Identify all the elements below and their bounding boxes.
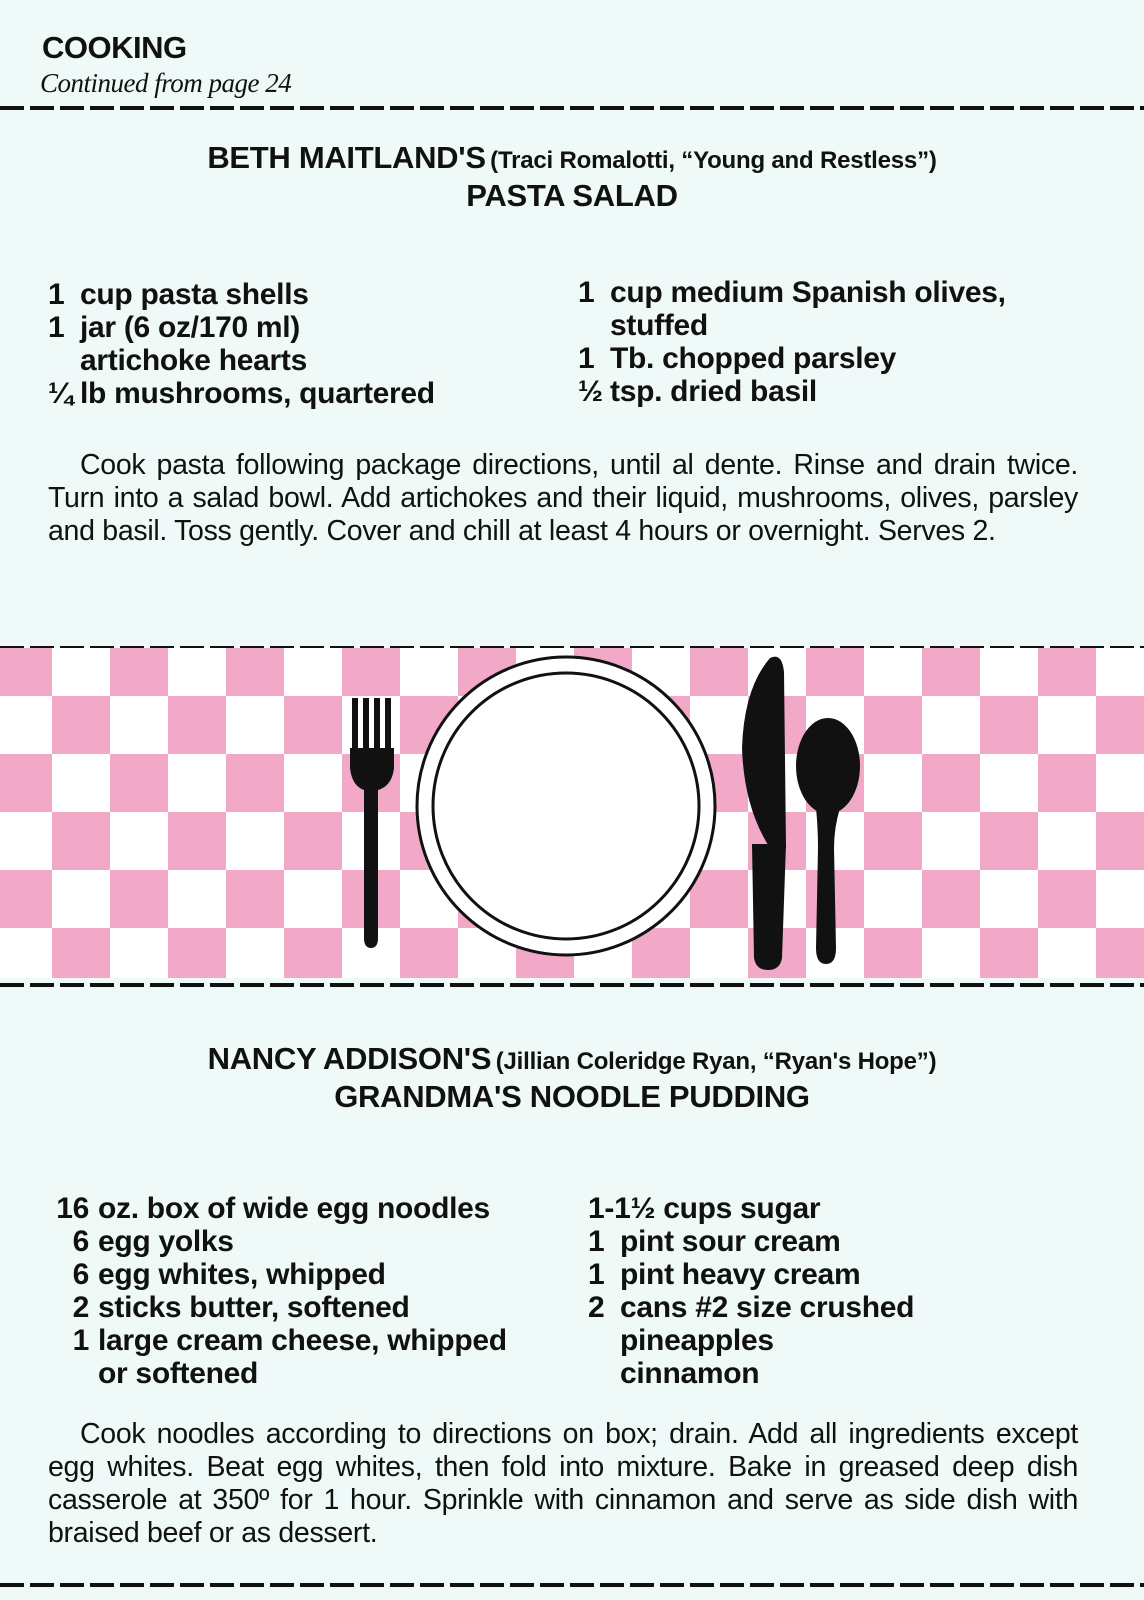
checkered-tablecloth: [0, 648, 1144, 978]
checker-square: [110, 928, 168, 978]
recipe1-heading: [0, 140, 1144, 214]
checker-square: [806, 648, 864, 696]
checker-square: [1038, 870, 1096, 928]
place-setting-illustration: [0, 648, 1144, 978]
checker-square: [864, 928, 922, 978]
checker-square: [1038, 928, 1096, 978]
checker-square: [922, 696, 980, 754]
recipe1-person: BETH MAITLAND'S: [207, 140, 486, 175]
checker-square: [342, 696, 400, 754]
ingredient-item: 16 oz. box of wide egg noodles: [56, 1192, 490, 1225]
checker-square: [1096, 928, 1144, 978]
checker-square: [922, 928, 980, 978]
checker-square: [168, 648, 226, 696]
checker-square: [400, 928, 458, 978]
ingredient-item: ½ tsp. dried basil: [578, 375, 817, 408]
checker-square: [922, 812, 980, 870]
checker-square: [980, 812, 1038, 870]
checker-square: [168, 928, 226, 978]
ingredient-item: artichoke hearts: [80, 344, 307, 377]
checker-square: [52, 928, 110, 978]
ingredient-item: stuffed: [610, 309, 708, 342]
ingredient-item: or softened: [98, 1357, 259, 1390]
checker-square: [1096, 648, 1144, 696]
checker-square: [0, 754, 52, 812]
checker-square: [0, 870, 52, 928]
checker-square: [168, 870, 226, 928]
checker-square: [284, 648, 342, 696]
ingredient-item: 2 sticks butter, softened: [72, 1291, 410, 1324]
checker-square: [1096, 696, 1144, 754]
recipe2-person: NANCY ADDISON'S: [207, 1041, 492, 1076]
dashed-rule-top: [0, 106, 1144, 110]
recipe1-ingredients-left: [48, 278, 435, 410]
checker-square: [168, 812, 226, 870]
recipe1-dish: PASTA SALAD: [466, 178, 678, 213]
checker-square: [0, 812, 52, 870]
checker-square: [864, 696, 922, 754]
checker-square: [0, 928, 52, 978]
checker-square: [1038, 812, 1096, 870]
checker-square: [1096, 812, 1144, 870]
checker-square: [864, 648, 922, 696]
checker-square: [690, 928, 748, 978]
checker-square: [52, 754, 110, 812]
checker-square: [400, 648, 458, 696]
checker-square: [0, 696, 52, 754]
checker-square: [226, 870, 284, 928]
checker-square: [110, 696, 168, 754]
section-title: COOKING: [42, 30, 187, 65]
checker-square: [342, 648, 400, 696]
checker-square: [52, 812, 110, 870]
checker-square: [0, 648, 52, 696]
plate-icon: [417, 657, 715, 955]
recipe2-heading: [0, 1041, 1144, 1115]
checker-square: [226, 648, 284, 696]
checker-square: [864, 812, 922, 870]
ingredient-item: 1 Tb. chopped parsley: [578, 342, 897, 375]
checker-square: [1038, 696, 1096, 754]
ingredient-item: 6 egg yolks: [72, 1225, 234, 1258]
checker-square: [980, 754, 1038, 812]
recipe2-ingredients-left: [46, 1192, 507, 1390]
recipe2-directions: Cook noodles according to directions on box; drain. Add all ingredients except egg whites. Beat egg whites, then fold into mixture. Bake in greased deep dish casserole at 350º for 1 hour. Sprinkle with cinnamon and serve as side dish with braised beef or as dessert.: [48, 1418, 1078, 1549]
checker-square: [226, 928, 284, 978]
checker-square: [110, 870, 168, 928]
checker-square: [284, 754, 342, 812]
checker-square: [690, 648, 748, 696]
ingredient-item: 1 cup medium Spanish olives,: [578, 276, 1006, 309]
checker-square: [284, 928, 342, 978]
recipe2-dish: GRANDMA'S NOODLE PUDDING: [334, 1079, 810, 1114]
checker-square: [922, 870, 980, 928]
checker-square: [110, 812, 168, 870]
recipe1-ingredients-right: [578, 276, 1006, 408]
recipe1-directions: Cook pasta following package directions, until al dente. Rinse and drain twice. Turn into a salad bowl. Add artichokes and their liquid, mushrooms, olives, parsley and basil. Toss gently. Cover and chill at least 4 hours or overnight. Serves 2.: [48, 449, 1078, 547]
checker-square: [922, 648, 980, 696]
checker-square: [864, 754, 922, 812]
checker-square: [1096, 754, 1144, 812]
dashed-rule-bottom: [0, 1583, 1144, 1587]
checker-square: [284, 812, 342, 870]
checker-square: [284, 696, 342, 754]
ingredient-item: 1 pint heavy cream: [588, 1258, 861, 1291]
checker-square: [110, 754, 168, 812]
ingredient-item: 1-1½ cups sugar: [588, 1192, 821, 1225]
ingredient-item: 2 cans #2 size crushed: [588, 1291, 915, 1324]
checker-square: [52, 870, 110, 928]
checker-square: [110, 648, 168, 696]
continued-note: Continued from page 24: [40, 68, 292, 98]
dashed-rule-mid-bottom: [0, 983, 1144, 987]
checker-square: [690, 870, 748, 928]
ingredient-item: 6 egg whites, whipped: [72, 1258, 386, 1291]
checker-square: [226, 696, 284, 754]
checker-square: [226, 754, 284, 812]
ingredient-item: ¼ lb mushrooms, quartered: [48, 377, 435, 410]
ingredient-item: 1 cup pasta shells: [48, 278, 309, 311]
checker-square: [168, 754, 226, 812]
checker-square: [980, 870, 1038, 928]
ingredient-item: 1 large cream cheese, whipped: [72, 1324, 507, 1357]
checker-square: [864, 870, 922, 928]
ingredient-item: cinnamon: [620, 1357, 760, 1390]
checker-square: [284, 870, 342, 928]
checker-square: [168, 696, 226, 754]
checker-square: [52, 648, 110, 696]
checker-square: [1096, 870, 1144, 928]
checker-square: [1038, 648, 1096, 696]
recipe2-ingredients-right: [588, 1192, 914, 1390]
ingredient-item: 1 jar (6 oz/170 ml): [48, 311, 300, 344]
recipe1-role: (Traci Romalotti, “Young and Restless”): [490, 147, 937, 174]
checker-square: [980, 648, 1038, 696]
ingredient-item: pineapples: [620, 1324, 774, 1357]
checker-square: [980, 696, 1038, 754]
checker-square: [226, 812, 284, 870]
checker-square: [1038, 754, 1096, 812]
recipe2-role: (Jillian Coleridge Ryan, “Ryan's Hope”): [495, 1048, 937, 1075]
checker-square: [52, 696, 110, 754]
checker-square: [922, 754, 980, 812]
ingredient-item: 1 pint sour cream: [588, 1225, 841, 1258]
checker-square: [980, 928, 1038, 978]
